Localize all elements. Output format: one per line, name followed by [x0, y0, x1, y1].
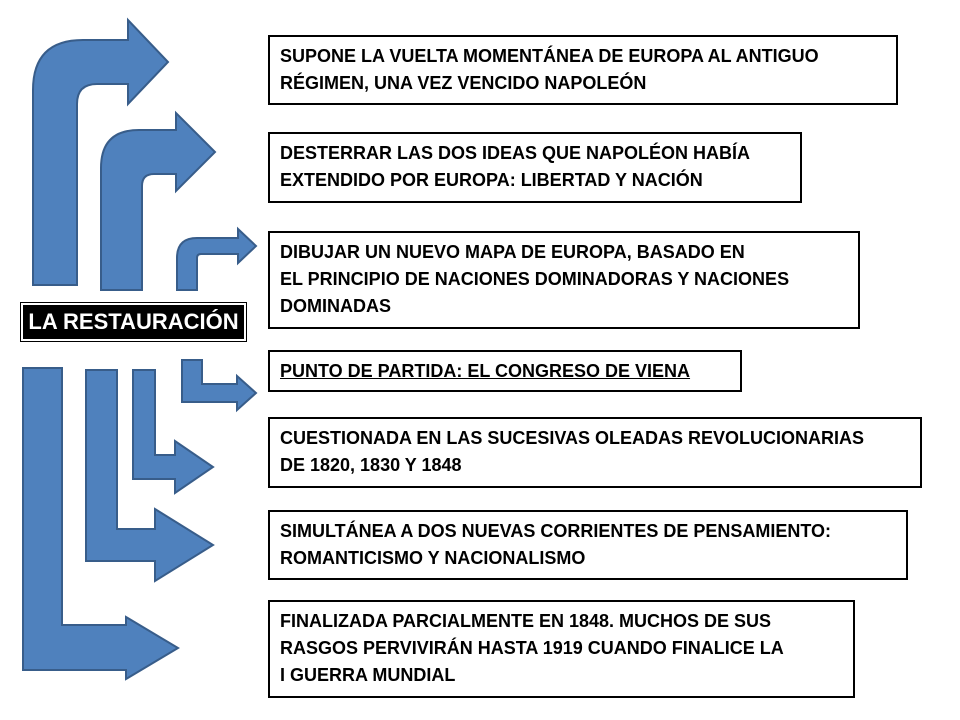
arrow-icon — [177, 229, 256, 290]
statement-box-2: DESTERRAR LAS DOS IDEAS QUE NAPOLÉON HABÍA EXTENDIDO POR EUROPA: LIBERTAD Y NACIÓN — [268, 132, 802, 203]
title-label: LA RESTAURACIÓN — [21, 303, 246, 341]
arrow-icon — [182, 360, 256, 410]
statement-box-1: SUPONE LA VUELTA MOMENTÁNEA DE EUROPA AL ANTIGUO RÉGIMEN, UNA VEZ VENCIDO NAPOLEÓN — [268, 35, 898, 105]
statement-box-3: DIBUJAR UN NUEVO MAPA DE EUROPA, BASADO EN EL PRINCIPIO DE NACIONES DOMINADORAS Y NACIONES DOMINADAS — [268, 231, 860, 329]
statement-box-6: SIMULTÁNEA A DOS NUEVAS CORRIENTES DE PENSAMIENTO: ROMANTICISMO Y NACIONALISMO — [268, 510, 908, 580]
statement-box-4: PUNTO DE PARTIDA: EL CONGRESO DE VIENA — [268, 350, 742, 392]
statement-box-7: FINALIZADA PARCIALMENTE EN 1848. MUCHOS DE SUS RASGOS PERVIVIRÁN HASTA 1919 CUANDO FINALICE LA I GUERRA MUNDIAL — [268, 600, 855, 698]
statement-box-5: CUESTIONADA EN LAS SUCESIVAS OLEADAS REVOLUCIONARIAS DE 1820, 1830 Y 1848 — [268, 417, 922, 488]
